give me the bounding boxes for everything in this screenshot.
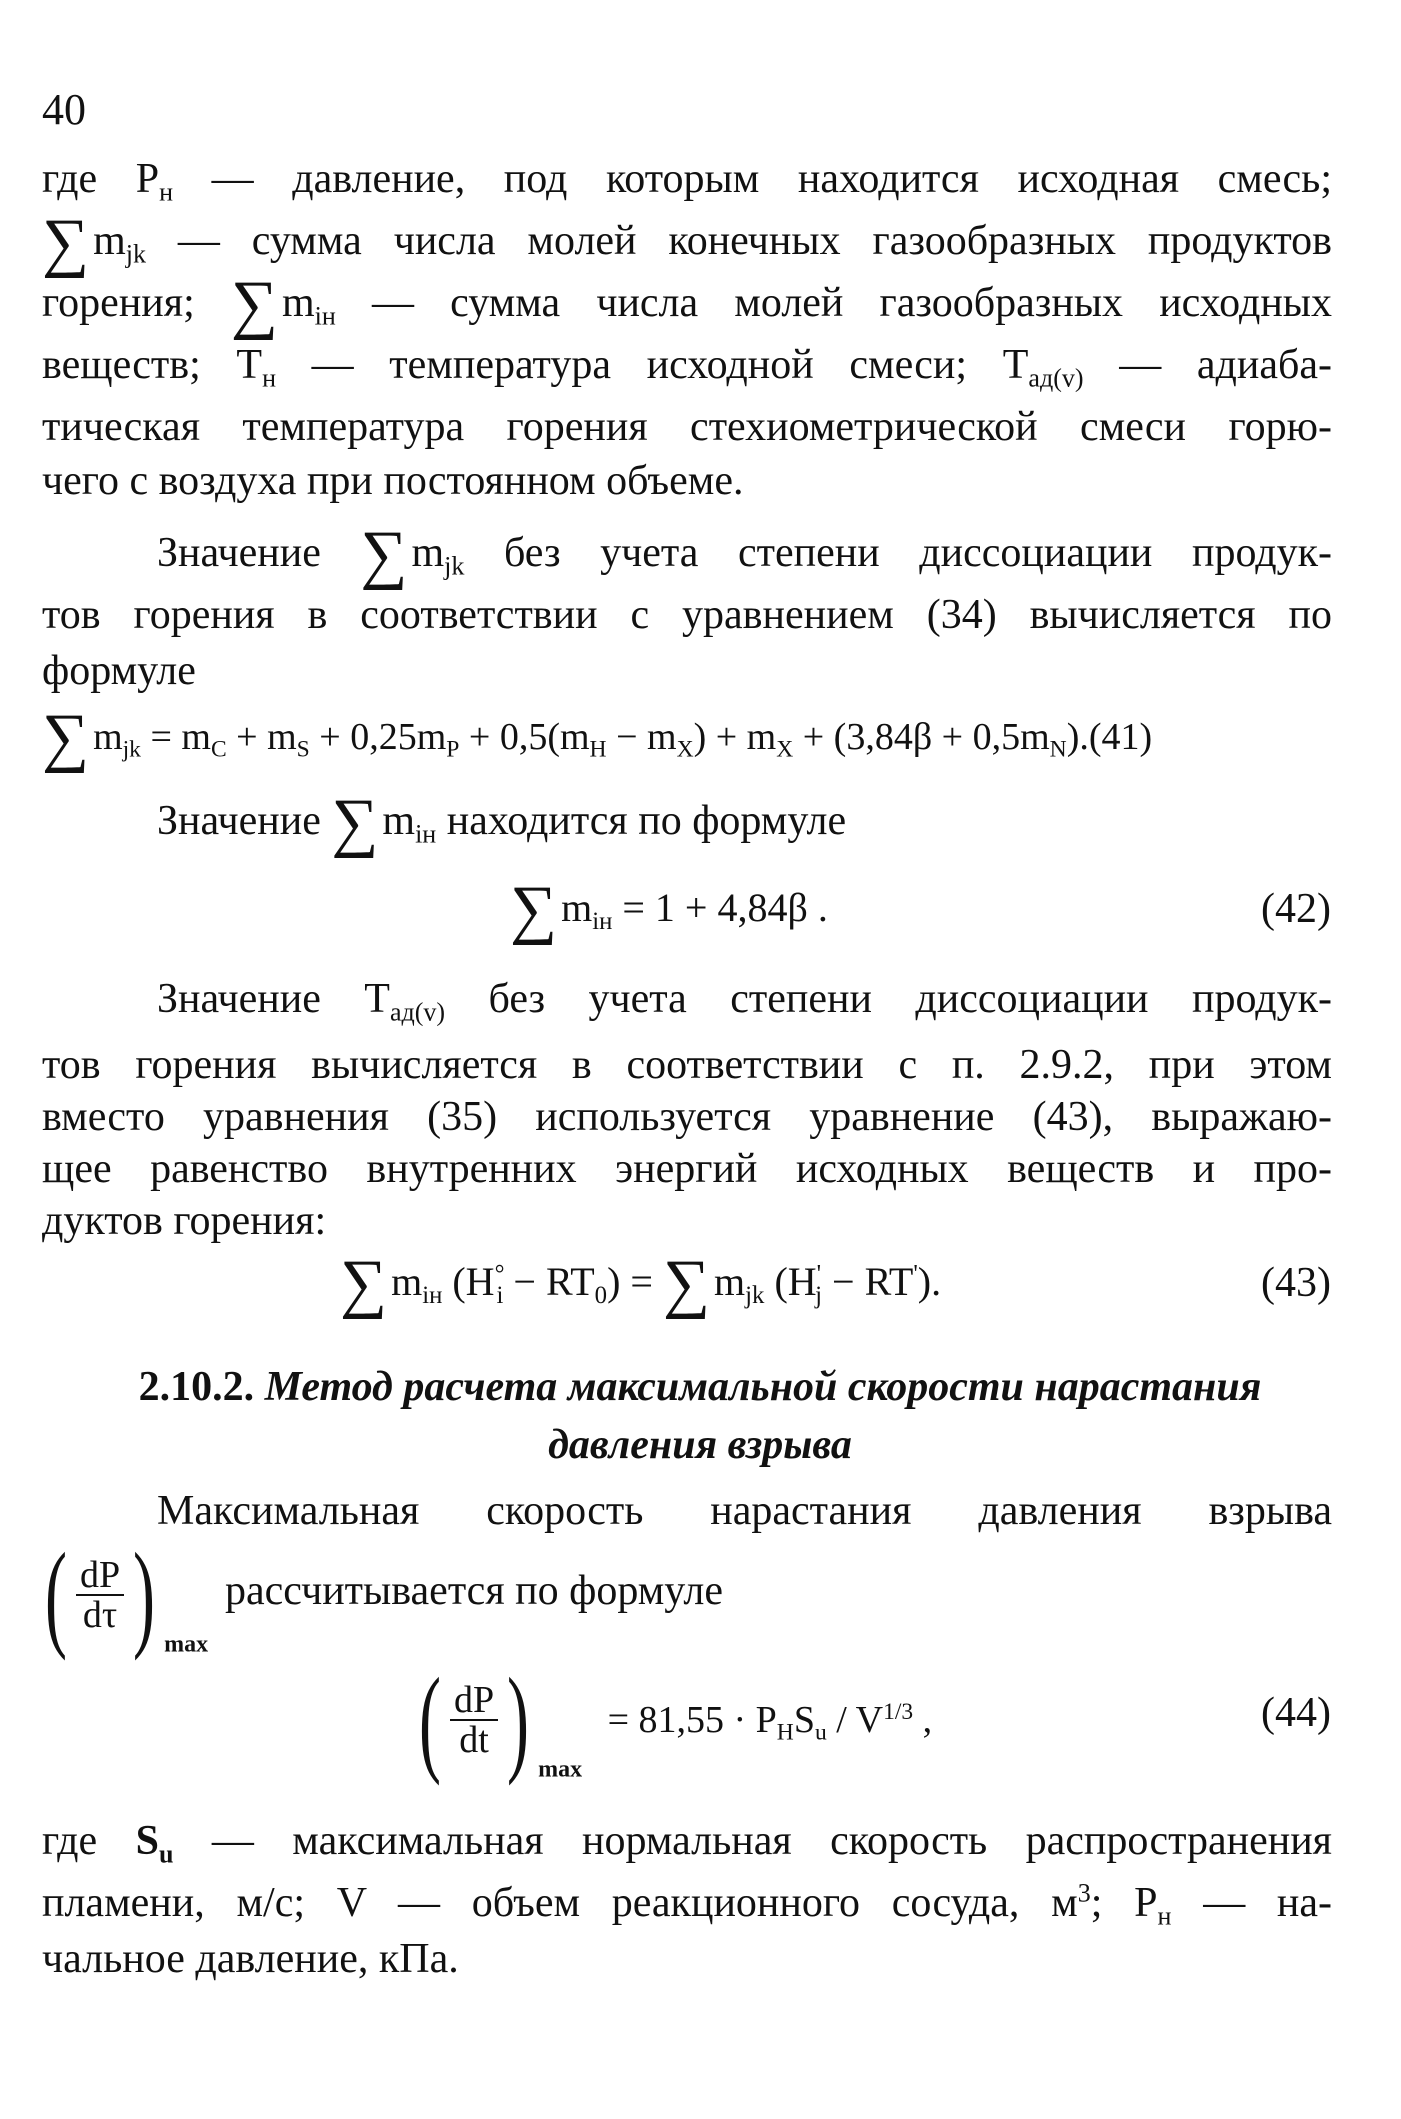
para2-line2: тов горения в соответствии с уравнением (34) вычисляется по: [42, 592, 1332, 638]
section-number: 2.10.2.: [138, 1364, 255, 1410]
para1-line3: горения; $\sum m_{iн}$ — сумма числа молей газообразных исходных: [42, 268, 1333, 341]
section-heading: [70, 1358, 1330, 1416]
para2-line3: формуле: [42, 648, 196, 694]
para5-line1: Максимальная скорость нарастания давления взрыва: [157, 1488, 1332, 1534]
para6-line1: где $S_u$ — максимальная нормальная скорость распространения: [42, 1818, 1332, 1869]
para2-line1: Значение $\sum m_{jk}$ без учета степени диссоциации продук-: [157, 518, 1332, 591]
derivative-inline: ( $\frac{dP}{d\tau}$ ) $_{max}$: [44, 1528, 209, 1661]
equation-43-number: (43): [1261, 1260, 1331, 1306]
para1-line6: чего с воздуха при постоянном объеме.: [42, 458, 744, 504]
para5-line2: рассчитывается по формуле: [225, 1568, 724, 1614]
para1-line1: где $P_н$ — давление, под которым находится исходная смесь;: [42, 156, 1332, 207]
sum-sign: ∑: [340, 1247, 388, 1320]
para1-line2: $\sum m_{jk}$ — сумма числа молей конечных газообразных продуктов: [42, 206, 1332, 279]
sum-sign: ∑: [360, 518, 408, 591]
sum-sign: ∑: [662, 1247, 711, 1320]
para6-line2: пламени, м/с; V — объем реакционного сосуда, $м^3$; $P_н$ — на-: [42, 1878, 1333, 1931]
para4-line2: тов горения вычисляется в соответствии с п. 2.9.2, при этом: [42, 1042, 1332, 1088]
section-title-line2: давления взрыва: [548, 1422, 852, 1468]
sum-sign: ∑: [331, 786, 379, 859]
sum-sign: ∑: [230, 268, 278, 341]
para4-line1: Значение $T_{ад(v)}$ без учета степени диссоциации продук-: [157, 976, 1332, 1027]
equation-42-number: (42): [1261, 886, 1331, 932]
page-number: 40: [42, 85, 86, 134]
para6-line3: чальное давление, кПа.: [42, 1936, 459, 1982]
sum-sign: ∑: [42, 206, 90, 279]
section-title-line1: Метод расчета максимальной скорости нарастания: [264, 1364, 1262, 1410]
para4-line4: щее равенство внутренних энергий исходных веществ и про-: [42, 1146, 1332, 1192]
equation-43: ∑ $m_{iн}$ $(H^\circ_i - RT_0)$ = ∑ $m_{jk}$ $(H'_j - RT')$.: [340, 1247, 942, 1320]
para3-line1: Значение $\sum m_{iн}$ находится по формуле: [157, 786, 847, 859]
sum-sign: ∑: [510, 873, 558, 946]
para1-line5: тическая температура горения стехиометрической смеси горю-: [42, 404, 1332, 450]
equation-41: ∑ $m_{jk} = m_C + m_S + 0,25m_P + 0,5(m_H - m_X) + m_X + (3,84\beta + 0,5m_N).(41)$: [42, 701, 1153, 774]
para1-line4: веществ; $T_н$ — температура исходной смеси; $T_{ад(v)}$ — адиаба-: [42, 342, 1332, 393]
para4-line3: вместо уравнения (35) используется уравнение (43), выражаю-: [42, 1094, 1332, 1140]
sum-sign: ∑: [42, 701, 90, 774]
para4-line5: дуктов горения:: [42, 1198, 327, 1244]
equation-44: ( $\frac{dP}{dt}$ ) $_{max} = 81,55 \cdot P_HS_u / V^{1/3}$ ,: [418, 1653, 933, 1786]
equation-44-number: (44): [1261, 1690, 1331, 1736]
equation-42: ∑ $m_{iн} = 1 + 4,84\beta$ .: [510, 873, 828, 946]
